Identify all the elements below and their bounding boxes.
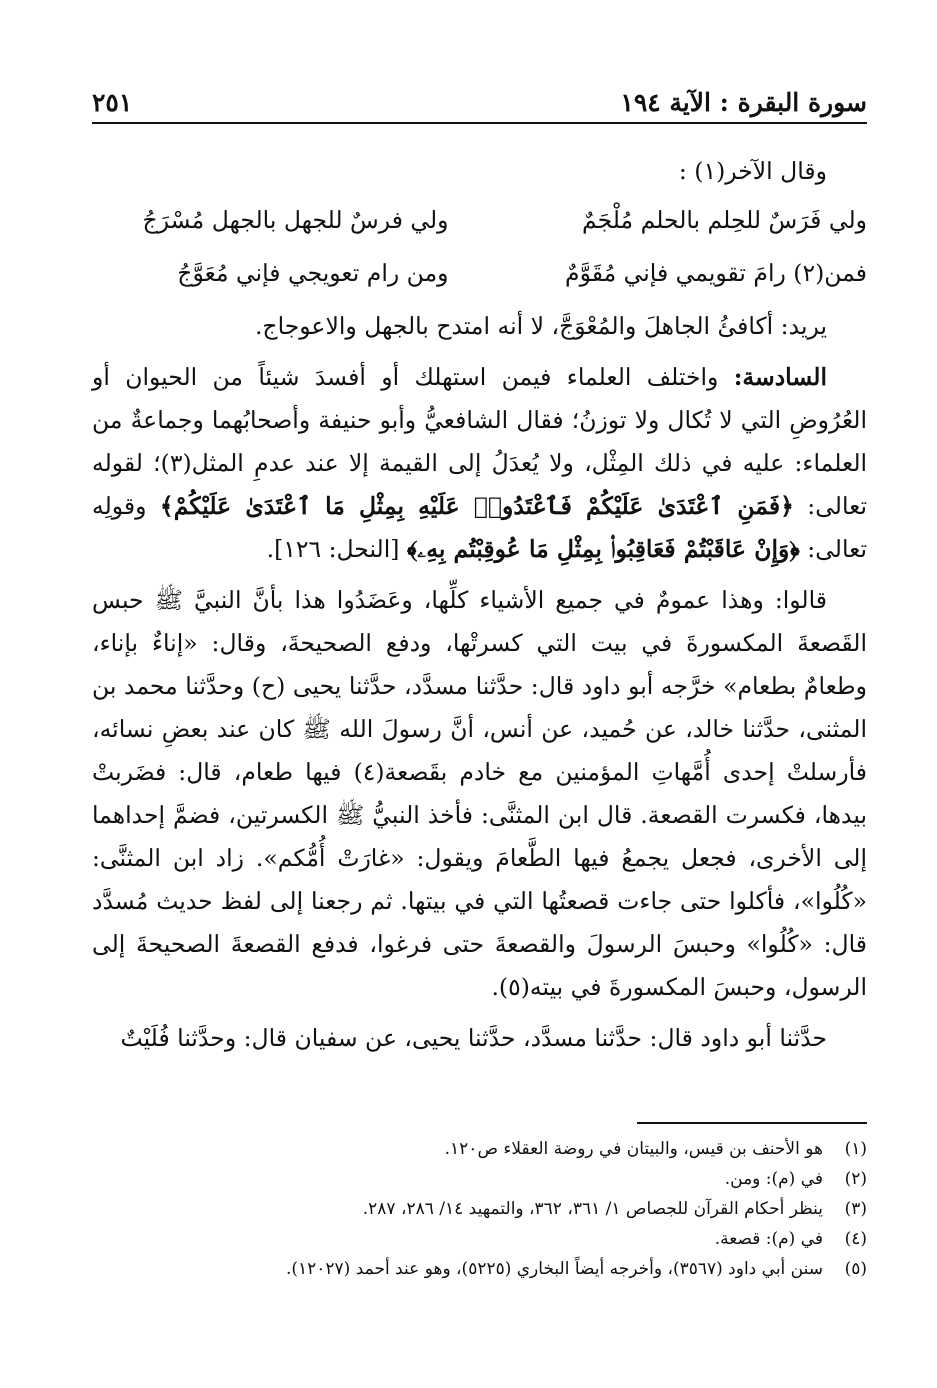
- quran-verse-2: ﴿وَإِنْ عَاقَبْتُمْ فَعَاقِبُوا۟ بِمِثْلِ مَا عُوقِبْتُم بِهِۦ﴾: [406, 535, 800, 563]
- footnote-item: [92, 1224, 867, 1254]
- footnote-item: [92, 1194, 867, 1224]
- footnote-text: ينظر أحكام القرآن للجصاص ١/ ٣٦١، ٣٦٢، والتمهيد ١٤/ ٢٨٦، ٢٨٧.: [362, 1199, 823, 1219]
- verse-2-second-hemistich: ومن رام تعويجي فإني مُعَوَّجُ: [177, 259, 449, 287]
- footnote-text: هو الأحنف بن قيس، والبيتان في روضة العقلاء ص١٢٠.: [444, 1139, 823, 1159]
- paragraph-isnad: حدَّثنا أبو داود قال: حدَّثنا مسدَّد، حدَّثنا يحيى، عن سفيان قال: وحدَّثنا فُلَيْتٌ: [120, 1024, 827, 1052]
- footnote-item: [92, 1134, 867, 1164]
- paragraph-sixth-text-b: وقولِه تعالى:: [92, 492, 867, 563]
- footnote-text: في (م): ومن.: [724, 1169, 823, 1189]
- verse-1-first-hemistich: ولي فَرَسٌ للحِلم بالحلم مُلْجَمٌ: [581, 206, 867, 234]
- section-label: السادسة:: [733, 363, 827, 391]
- paragraph-explanation: يريد: أكافئُ الجاهلَ والمُعْوَجَّ، لا أنه امتدح بالجهل والاعوجاج.: [254, 312, 827, 340]
- footnote-text: سنن أبي داود (٣٥٦٧)، وأخرجه أيضاً البخاري (٥٢٢٥)، وهو عند أحمد (١٢٠٢٧).: [285, 1259, 823, 1279]
- main-text: [92, 150, 867, 1060]
- footnote-item: [92, 1164, 867, 1194]
- footnote-divider: [637, 1122, 867, 1124]
- page-number: ٢٥١: [92, 87, 133, 117]
- footnote-number: (٤): [844, 1229, 867, 1249]
- paragraph-sixth: [92, 356, 867, 571]
- footnote-number: (٢): [844, 1169, 867, 1189]
- verse-2-first-hemistich: فمن(٢) رامَ تقويمي فإني مُقَوَّمٌ: [565, 259, 867, 287]
- footnote-item: [92, 1254, 867, 1284]
- footnote-number: (٣): [844, 1199, 867, 1219]
- footnote-number: (٥): [844, 1259, 867, 1279]
- footnotes: [92, 1122, 867, 1284]
- poem-verse-1: [92, 199, 867, 242]
- footnote-text: في (م): قصعة.: [714, 1229, 823, 1249]
- verse-1-second-hemistich: ولي فرسٌ للجهل بالجهل مُسْرَجُ: [142, 206, 449, 234]
- page-header: [92, 82, 867, 124]
- footnote-number: (١): [844, 1139, 867, 1159]
- running-title: سورة البقرة : الآية ١٩٤: [620, 87, 867, 117]
- quran-reference: [النحل: ١٢٦].: [266, 535, 407, 563]
- poem-verse-2: [92, 252, 867, 295]
- paragraph-hadith: قالوا: وهذا عمومٌ في جميع الأشياء كلِّها، وعَضَدُوا هذا بأنَّ النبيَّ ﷺ حبس القَصعةَ المكسورةَ في بيت التي كسرتْها، ودفع الصحيحةَ، وقال: «إناءٌ بإناء، وطعامٌ بطعام» خرَّجه أبو داود قال: حدَّثنا مسدَّد، حدَّثنا يحيى (ح) وحدَّثنا محمد بن المثنى، حدَّثنا خالد، عن حُميد، عن أنس، أنَّ رسولَ الله ﷺ كان عند بعضِ نسائه، فأرسلتْ إحدى أُمَّهاتِ المؤمنين مع خادم بقَصعة(٤) فيها طعام، قال: فضَربتْ بيدها، فكسرت القصعة. قال ابن المثنَّى: فأخذ النبيُّ ﷺ الكسرتين، فضمَّ إحداهما إلى الأخرى، فجعل يجمعُ فيها الطَّعامَ ويقول: «غارَتْ أُمُّكم». زاد ابن المثنَّى: «كُلُوا»، فأكلوا حتى جاءت قصعتُها التي في بيتها. ثم رجعنا إلى لفظ حديث مُسدَّد قال: «كُلُوا» وحبسَ الرسولَ والقصعةَ حتى فرغوا، فدفع القصعةَ الصحيحةَ إلى الرسول، وحبسَ المكسورةَ في بيته(٥).: [92, 586, 867, 1001]
- paragraph-sixth-text-a: واختلف العلماء فيمن استهلك أو أفسدَ شيئاً من الحيوان أو العُرُوضِ التي لا تُكال ولا توزنُ؛ فقال الشافعيُّ وأبو حنيفة وأصحابُهما وجماعةٌ من العلماء: عليه في ذلك المِثْل، ولا يُعدَلُ إلى القيمة إلا عند عدمِ المثل(٣)؛ لقوله تعالى:: [92, 363, 868, 520]
- intro-line: وقال الآخر(١) :: [678, 157, 827, 185]
- quran-verse-1: ﴿فَمَنِ ٱعْتَدَىٰ عَلَيْكُمْ فَٱعْتَدُوا۟ عَلَيْهِ بِمِثْلِ مَا ٱعْتَدَىٰ عَلَيْكُمْ﴾: [159, 492, 794, 520]
